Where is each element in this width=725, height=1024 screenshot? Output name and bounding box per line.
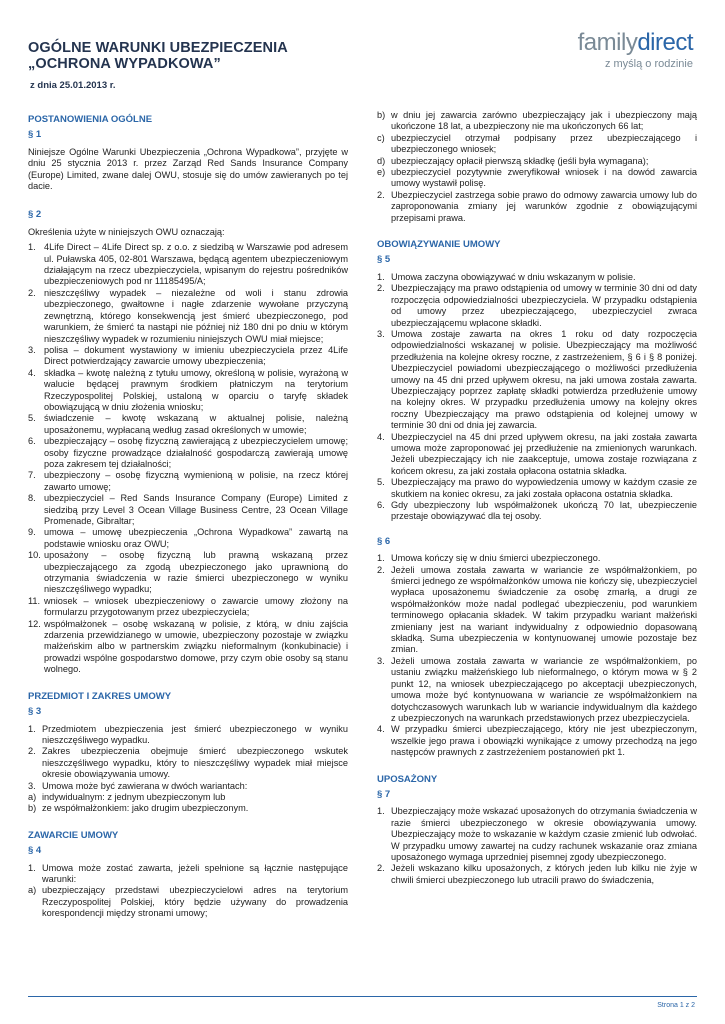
item-number: 3.: [377, 328, 385, 339]
right-column: [377, 110, 697, 886]
list-item: [28, 436, 348, 470]
paragraph-number: § 1: [28, 129, 42, 141]
section-heading: POSTANOWIENIA OGÓLNE: [28, 114, 153, 125]
list-item: [377, 724, 697, 758]
list-item: [377, 272, 697, 283]
list-item: [377, 656, 697, 724]
item-number: e): [377, 167, 386, 178]
list-item: [28, 550, 348, 596]
item-text: ubezpieczający opłacił pierwszą składkę (jeśli była wymagana);: [391, 155, 649, 166]
section-heading: OBOWIĄZYWANIE UMOWY: [377, 239, 501, 251]
item-number: 2.: [28, 287, 36, 298]
item-number: 6.: [28, 436, 36, 447]
list-item: [377, 863, 697, 886]
item-text: 4Life Direct – 4Life Direct sp. z o.o. z siedzibą w Warszawie pod adresem ul. Puławska 405, 02-801 Warszawa, będącą agentem ubezpieczeniowym działającym na rzecz ubezpieczyciela, wpisanym do rejestru pośredników ubezpieczeniowych pod nr 11185495/A;: [44, 242, 348, 287]
item-number: c): [377, 132, 385, 143]
familydirect-logo: [578, 30, 693, 70]
item-number: 2.: [377, 283, 385, 294]
item-number: 3.: [28, 780, 36, 791]
item-text: Gdy ubezpieczony lub współmałżonek ukończą 70 lat, ubezpieczenie przestaje obowiązywać dla tej osoby.: [391, 500, 697, 522]
item-text: składka – kwotę należną z tytułu umowy, określoną w polisie, wyrażoną w walucie będącej prawnym środkiem płatniczym na terytorium Rzeczypospolitej Polskiej, ustaloną w oparciu o taryfę składek obowiązującą w dniu złożenia wniosku;: [44, 367, 348, 412]
paragraph-number: § 3: [28, 706, 42, 718]
list-item: [28, 242, 348, 288]
scope-list: [28, 724, 348, 815]
conclusion-list-continued: [377, 110, 697, 224]
item-text: uposażony – osobę fizyczną lub prawną wskazaną przez ubezpieczającego za zgodą ubezpieczonego jako uprawnioną do otrzymania świadczenia w razie śmierci ubezpieczonego w wyniku nieszczęśliwego wypadku;: [44, 550, 348, 595]
item-text: Ubezpieczający ma prawo odstąpienia od umowy w terminie 30 dni od daty rozpoczęcia odpowiedzialności ubezpieczyciela. W przypadku odstąpienia od umowy przez ubezpieczającego, ubezpieczyciel zwraca ubezpieczającemu wpłacone składki.: [391, 283, 697, 328]
item-text: ubezpieczyciel otrzymał podpisany przez ubezpieczającego i ubezpieczonego wniosek;: [391, 132, 697, 155]
item-number: 1.: [377, 553, 385, 564]
item-text: Jeżeli umowa została zawarta w wariancie ze współmałżonkiem, po ustaniu związku małżeńskiego lub nieformalnego, o którym mowa w § 2 punkt 12, na wniosek ubezpieczającego po akceptacji ubezpieczonych, umowa może być kontynuowana w wariancie ze współmałżonkiem na dotychczasowych warunkach lub w wariancie indywidualnym dla każdego z ubezpieczonych na warunkach przedstawionych przez ubezpieczyciela.: [391, 655, 697, 723]
paragraph-number: § 2: [28, 209, 42, 221]
item-number: 7.: [28, 470, 36, 481]
item-text: Ubezpieczyciel na 45 dni przed upływem okresu, na jaki została zawarta umowa może zaproponować jej przedłużenie na zmienionych warunkach. Jeżeli ubezpieczający ich nie zaakceptuje, umowa zostaje rozwiązana z końcem okresu, za jaki została opłacona ostatnia składka.: [391, 431, 697, 476]
conclusion-list: [28, 863, 348, 920]
item-number: 1.: [28, 723, 36, 734]
item-text: umowa – umowę ubezpieczenia „Ochrona Wypadkowa” zawartą na podstawie wniosku oraz OWU;: [44, 527, 348, 549]
item-number: 1.: [28, 242, 36, 253]
list-item: [28, 288, 348, 345]
item-number: 1.: [377, 806, 385, 817]
list-item: [377, 432, 697, 478]
item-number: b): [28, 803, 37, 814]
item-text: Umowa może zostać zawarta, jeżeli spełnione są łącznie następujące warunki:: [42, 862, 348, 884]
logo-wordmark: familydirect: [577, 29, 693, 56]
item-text: nieszczęśliwy wypadek – niezależne od woli i stanu zdrowia ubezpieczonego, gwałtowne i nagłe zdarzenie wywołane przyczyną zewnętrzną, którego konsekwencją jest śmierć ubezpieczonego, pod warunkiem, że śmierć ta nastąpi nie później niż 180 dni po dniu w którym nieszczęśliwy wypadek w rozumieniu niniejszych OWU miał miejsce;: [44, 287, 348, 344]
list-item: [28, 863, 348, 886]
item-text: indywidualnym: z jednym ubezpieczonym lub: [42, 791, 226, 802]
item-text: Ubezpieczyciel zastrzega sobie prawo do odmowy zawarcia umowy lub do zaproponowania zmiany jej warunków zgodnie z obowiązującymi przepisami prawa.: [391, 189, 697, 223]
termination-list: [377, 553, 697, 758]
beneficiary-list: [377, 806, 697, 886]
item-number: 12.: [28, 618, 41, 629]
list-item: [377, 565, 697, 656]
list-item: [28, 527, 348, 550]
item-number: 2.: [377, 863, 385, 874]
item-text: polisa – dokument wystawiony w imieniu ubezpieczyciela przez 4Life Direct potwierdzający zawarcie umowy ubezpieczenia;: [44, 344, 348, 367]
item-number: b): [377, 110, 386, 120]
list-item: [377, 110, 697, 133]
validity-list: [377, 272, 697, 523]
item-number: 2.: [377, 564, 385, 575]
paragraph-text: Określenia użyte w niniejszych OWU oznaczają:: [28, 226, 225, 237]
logo-tagline: z myślą o rodzinie: [604, 58, 693, 70]
item-text: ze współmałżonkiem: jako drugim ubezpieczonym.: [42, 803, 249, 814]
list-item: [28, 596, 348, 619]
list-item: [377, 156, 697, 167]
item-text: Zakres ubezpieczenia obejmuje śmierć ubezpieczonego wskutek nieszczęśliwego wypadku, który to nieszczęśliwy wypadek miał miejsce okresie obowiązywania umowy.: [42, 746, 348, 780]
item-number: 2.: [28, 746, 36, 757]
item-text: ubezpieczający – osobę fizyczną zawierającą z ubezpieczycielem umowę; osoby fizyczne prowadzące działalność gospodarczą zawierają umowę poza zakresem tej działalności;: [44, 436, 348, 469]
list-item: [28, 724, 348, 747]
list-item: [28, 803, 348, 814]
item-text: w dniu jej zawarcia zarówno ubezpieczający jak i ubezpieczony mają ukończone 18 lat, a ubezpieczony nie ma ukończonych 66 lat;: [391, 110, 697, 132]
list-item: [28, 368, 348, 414]
item-number: 3.: [377, 655, 385, 666]
list-item: [28, 413, 348, 436]
item-number: 4.: [377, 431, 385, 442]
item-text: Umowa może być zawierana w dwóch wariantach:: [42, 780, 248, 791]
list-item: [377, 477, 697, 500]
paragraph-number: § 6: [377, 535, 391, 547]
section-heading: UPOSAŻONY: [377, 773, 438, 785]
item-text: Ubezpieczający ma prawo do wypowiedzenia umowy w każdym czasie ze skutkiem na koniec okresu, za jaki została opłacona ostatnia składka.: [391, 477, 697, 499]
item-number: 5.: [377, 477, 385, 488]
list-item: [28, 619, 348, 676]
item-number: 10.: [28, 550, 41, 561]
item-text: współmałżonek – osobę wskazaną w polisie, z którą, w dniu zajścia zdarzenia przewidzianego w umowie, ubezpieczony pozostaje w związku małżeńskim albo w partnerskim związku nieformalnym (konkubinacie) i prowadzi wspólne gospodarstwo domowe, przy czym obie osoby są stanu wolnego.: [44, 618, 348, 675]
item-text: Ubezpieczający może wskazać uposażonych do otrzymania świadczenia w razie śmierci ubezpieczonego w okresie obowiązywania umowy. Ubezpieczający może to wskazanie w każdym czasie zmienić lub odwołać. W przypadku umowy zawartej na cudzy rachunek wskazanie oraz zmiana uposażonego wymaga uprzedniej pisemnej zgody ubezpieczonego.: [391, 806, 697, 862]
list-item: [28, 792, 348, 803]
list-item: [377, 806, 697, 863]
item-text: ubezpieczyciel – Red Sands Insurance Company (Europe) Limited z siedzibą przy Level 3 Ocean Village Business Centre, 23 Ocean Village Promenade, Gibraltar;: [44, 493, 348, 526]
title-line-1: OGÓLNE WARUNKI UBEZPIECZENIA: [28, 40, 288, 56]
list-item: [28, 493, 348, 527]
list-item: [28, 746, 348, 780]
list-item: [28, 885, 348, 919]
item-number: 4.: [28, 367, 36, 378]
item-number: 8.: [28, 493, 36, 504]
item-number: 9.: [28, 527, 36, 538]
item-number: 1.: [28, 862, 36, 873]
section-heading: ZAWARCIE UMOWY: [28, 829, 119, 841]
paragraph-text: Niniejsze Ogólne Warunki Ubezpieczenia „Ochrona Wypadkowa”, przyjęte w dniu 25 stycznia 2013 r. przez Zarząd Red Sands Insurance Company (Europe) Limited, zwane dalej OWU, stosuje się do umów zawieranych po tej dacie.: [28, 146, 348, 192]
list-item: [28, 781, 348, 792]
item-text: Jeżeli wskazano kilku uposażonych, z których jeden lub kilku nie żyje w chwili śmierci ubezpieczonego lub utracili prawo do świadczenia,: [391, 863, 697, 885]
item-number: 6.: [377, 500, 385, 510]
footer-divider: [28, 996, 697, 997]
item-text: ubezpieczający przedstawi ubezpieczycielowi adres na terytorium Rzeczypospolitej Polskiej, który będzie używany do prowadzenia korespondencji między stronami umowy;: [42, 885, 348, 919]
section-heading: PRZEDMIOT I ZAKRES UMOWY: [28, 690, 172, 702]
item-text: Umowa zaczyna obowiązywać w dniu wskazanym w polisie.: [391, 271, 636, 282]
paragraph-number: § 7: [377, 788, 391, 800]
item-number: d): [377, 155, 386, 166]
document-title: [28, 40, 288, 72]
list-item: [377, 190, 697, 224]
list-item: [377, 553, 697, 564]
item-number: 2.: [377, 189, 385, 200]
page-number: Strona 1 z 2: [657, 1002, 695, 1009]
item-text: W przypadku śmierci ubezpieczającego, który nie jest ubezpieczonym, wszelkie jego prawa i obowiązki wynikające z umowy przechodzą na jego następców prawnych z zastrzeżeniem postanowień pkt 1.: [391, 724, 697, 758]
item-text: Umowa kończy się w dniu śmierci ubezpieczonego.: [391, 553, 601, 564]
paragraph-number: § 5: [377, 254, 391, 266]
document-date: z dnia 25.01.2013 r.: [30, 80, 116, 91]
paragraph-number: § 4: [28, 845, 42, 857]
item-text: wniosek – wniosek ubezpieczeniowy o zawarcie umowy złożony na formularzu przygotowanym przez ubezpieczyciela;: [44, 595, 348, 618]
definitions-list: [28, 242, 348, 675]
list-item: [377, 133, 697, 156]
list-item: [377, 283, 697, 329]
item-number: 4.: [377, 724, 385, 735]
item-number: 1.: [377, 271, 385, 282]
list-item: [377, 167, 697, 190]
list-item: [28, 470, 348, 493]
list-item: [28, 345, 348, 368]
left-column: [28, 108, 348, 920]
item-number: a): [28, 885, 37, 896]
list-item: [377, 500, 697, 523]
title-line-2: „OCHRONA WYPADKOWA”: [28, 56, 221, 72]
item-text: Przedmiotem ubezpieczenia jest śmierć ubezpieczonego w wyniku nieszczęśliwego wypadku.: [42, 723, 348, 745]
item-text: ubezpieczyciel pozytywnie zweryfikował wniosek i na dowód zawarcia umowy wystawił polisę.: [391, 167, 697, 189]
item-number: 5.: [28, 413, 36, 424]
item-number: a): [28, 791, 37, 802]
item-text: Jeżeli umowa została zawarta w wariancie ze współmałżonkiem, po śmierci jednego ze współmałżonków umowa nie kończy się, ubezpieczyciel wypłaca uposażonemu świadczenie za osobę zmarłą, a drugi ze współmałżonków może nadal podlegać ubezpieczeniu, pod warunkiem terminowego opłacania składek. W takim przypadku wariant małżeński zmieniany jest na wariant indywidualny z odpowiednio dopasowaną składką. Suma ubezpieczenia w kontynuowanej umowie pozostaje bez zmian.: [391, 564, 697, 655]
item-text: świadczenie – kwotę wskazaną w aktualnej polisie, należną uposażonemu, wypłacaną według zasad określonych w umowie;: [44, 413, 348, 435]
list-item: [377, 329, 697, 432]
item-text: ubezpieczony – osobę fizyczną wymienioną w polisie, na rzecz której zawarto umowę;: [44, 470, 348, 492]
item-number: 11.: [28, 595, 41, 606]
item-number: 3.: [28, 344, 36, 355]
item-text: Umowa zostaje zawarta na okres 1 roku od daty rozpoczęcia odpowiedzialności wskazanej w polisie. Ubezpieczający ma możliwość przedłużenia na kolejne okresy roczne, z zastrzeżeniem, § 6 i § 8 poniżej. Ubezpieczyciel powiadomi ubezpieczającego o możliwości przedłużenia umowy na 45 dni przed upływem okresu, na jaki umowa została zawarta. Ubezpieczający poprzez zapłatę składki potwierdza przedłużenie umowy na kolejny okres. W przypadku przedłużenia umowy na kolejny okres roczny Ubezpieczający ma prawo odstąpienia od kolejnej umowy w terminie 30 dni od dnia jej zawarcia.: [391, 328, 697, 431]
